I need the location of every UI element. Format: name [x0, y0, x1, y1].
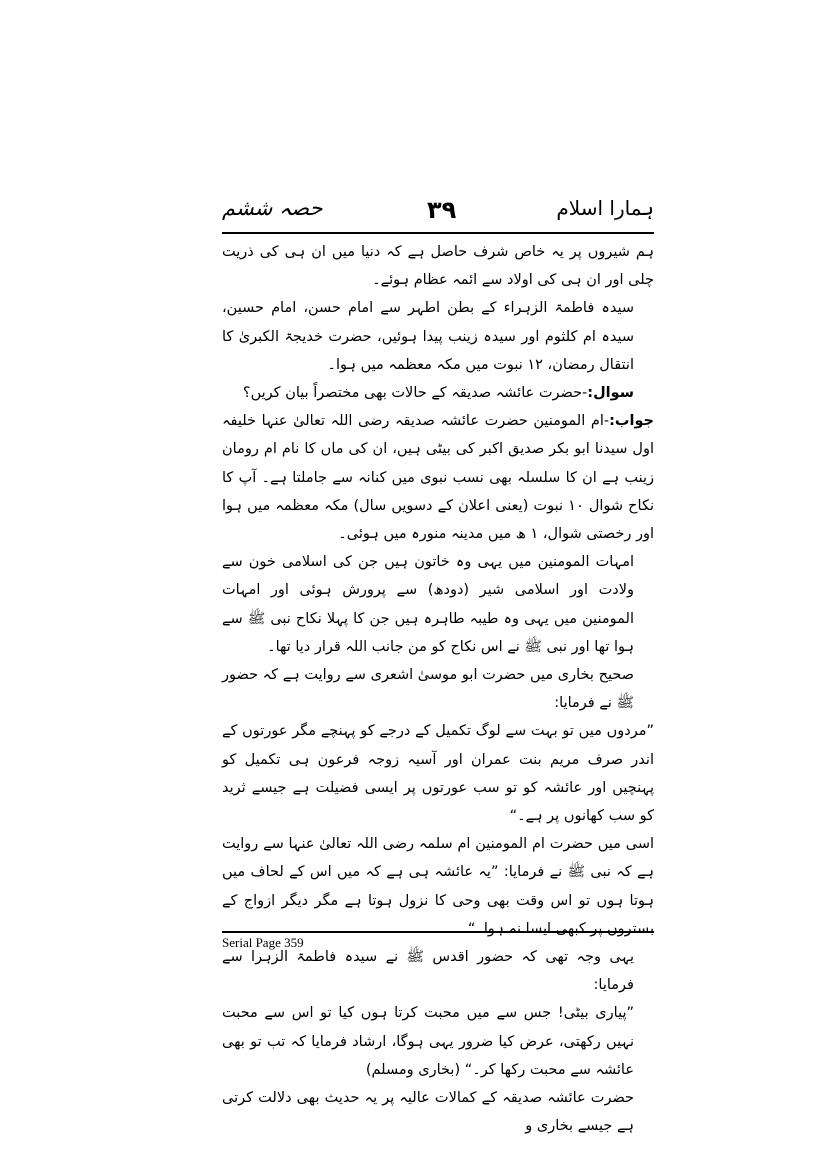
- paragraph-3: امہات المومنین میں یہی وہ خاتون ہیں جن کی اسلامی خون سے ولادت اور اسلامی شیر (دودھ) سے پرورش ہوئی اور امہات المومنین میں یہی وہ طیبہ طاہرہ ہیں جن کا پہلا نکاح نبی ﷺ سے ہوا تھا اور نبی ﷺ نے اس نکاح کو من جانب اللہ قرار دیا تھا۔: [222, 554, 634, 655]
- paragraph-7: یہی وجہ تھی کہ حضور اقدس ﷺ نے سیدہ فاطمۃ الزہرا سے فرمایا:: [222, 949, 634, 994]
- answer-text: -ام المومنین حضرت عائشہ صدیقہ رضی اللہ تعالیٰ عنہا خلیفہ اول سیدنا ابو بکر صدیق اکبر کی بیٹی ہیں، ان کی ماں کا نام ام رومان زینب ہے ان کا سلسلہ بھی نسب نبوی میں کنانہ سے جاملتا ہے۔ آپ کا نکاح شوال ۱۰ نبوت (یعنی اعلان کے دسویں سال) مکہ معظمہ میں ہوا اور رخصتی شوال، ۱ ھ میں مدینہ منورہ میں ہوئی۔: [222, 413, 654, 543]
- serial-page-label: Serial Page 359: [222, 935, 304, 950]
- header-book-title: ہمارا اسلام: [556, 196, 654, 220]
- question: [222, 379, 654, 407]
- quote-2: ”پیاری بیٹی! جس سے میں محبت کرتا ہوں کیا تو اس سے محبت نہیں رکھتی، عرض کیا ضرور یہی ہوگا، ارشاد فرمایا کہ تب تو بھی عائشہ سے محبت رکھا کر۔“ (بخاری ومسلم): [222, 1005, 634, 1078]
- page-header: [222, 196, 654, 232]
- quote-1: ”مردوں میں تو بہت سے لوگ تکمیل کے درجے کو پہنچے مگر عورتوں کے اندر صرف مریم بنت عمران اور آسیہ زوجہ فرعون ہی تکمیل کو پہنچیں اور عائشہ کو تو سب عورتوں پر ایسی فضیلت ہے جیسے ثرید کو سب کھانوں پر ہے۔“: [222, 723, 654, 825]
- header-rule: [222, 232, 654, 234]
- answer: [222, 407, 654, 548]
- header-page-number: ۳۹: [427, 196, 457, 224]
- paragraph-9: حضرت عائشہ صدیقہ کے کمالات عالیہ پر یہ حدیث بھی دلالت کرتی ہے جیسے بخاری و: [222, 1090, 634, 1135]
- answer-label: جواب:: [609, 413, 654, 430]
- header-section-title: حصہ ششم: [222, 196, 323, 220]
- paragraph-6: اسی میں حضرت ام المومنین ام سلمہ رضی اللہ تعالیٰ عنہا سے روایت ہے کہ نبی ﷺ نے فرمایا: ”یہ عائشہ ہی ہے کہ میں اس کے لحاف میں ہوتا ہوں تو اس وقت بھی وحی کا نزول ہوتا ہے مگر دیگر ازواج کے بستروں پر کبھی ایسا نہ ہوا۔“: [222, 836, 654, 937]
- question-label: سوال:: [587, 385, 634, 402]
- paragraph-4: صحیح بخاری میں حضرت ابو موسیٰ اشعری سے روایت ہے کہ حضور ﷺ نے فرمایا:: [222, 667, 634, 712]
- paragraph-1: ہم شیروں پر یہ خاص شرف حاصل ہے کہ دنیا میں ان ہی کی ذریت چلی اور ان ہی کی اولاد سے ائمہ عظام ہوئے۔: [222, 244, 654, 289]
- footer-rule: [222, 931, 654, 933]
- question-text: -حضرت عائشہ صدیقہ کے حالات بھی مختصراً بیان کریں؟: [242, 385, 588, 402]
- paragraph-2: سیدہ فاطمۃ الزہراء کے بطن اطہر سے امام حسن، امام حسین، سیدہ ام کلثوم اور سیدہ زینب پیدا ہوئیں، حضرت خدیجۃ الکبریٰ کا انتقال رمضان، ۱۲ نبوت میں مکہ معظمہ میں ہوا۔: [222, 300, 634, 373]
